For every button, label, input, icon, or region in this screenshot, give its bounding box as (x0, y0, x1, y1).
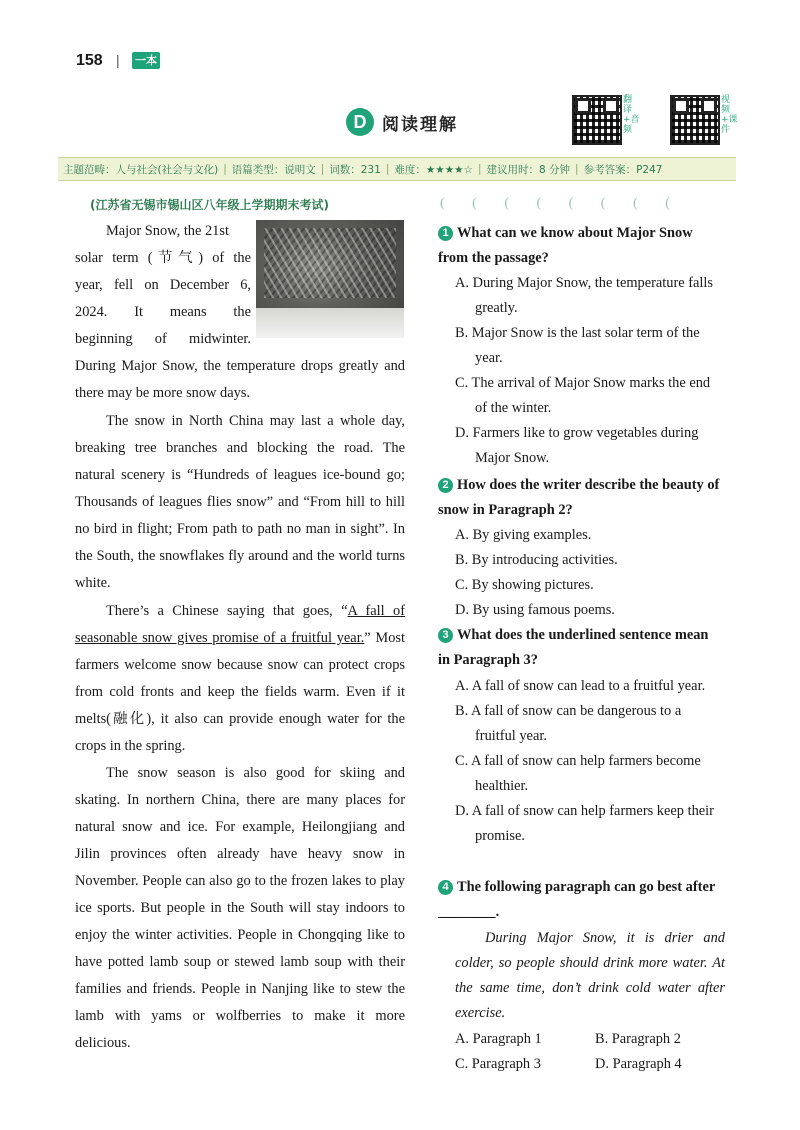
p1-line-1: Major Snow, the 21st (106, 223, 229, 239)
q3-option-d[interactable]: D. A fall of snow can help farmers keep their promise. (455, 803, 714, 844)
info-bar: 主题范畴：人与社会(社会与文化) | 语篇类型：说明文 | 词数：231 | 难度：★★★★☆ | 建议用时：8 分钟 | 参考答案：P247 (58, 157, 736, 181)
info-time: 建议用时：8 分钟 (486, 163, 571, 176)
q2-option-b[interactable]: B. By introducing activities. (455, 552, 618, 568)
q2-option-c[interactable]: C. By showing pictures. (455, 577, 594, 593)
question-4-options (455, 1027, 725, 1077)
info-genre: 语篇类型：说明文 (231, 163, 316, 176)
q4-option-b[interactable]: B. Paragraph 2 (595, 1031, 681, 1047)
question-2-options (455, 523, 725, 623)
p3-before: There’s a Chinese saying that goes, “ (106, 603, 348, 619)
qr-code-video-icon[interactable] (670, 95, 720, 145)
question-4-extra-paragraph: During Major Snow, it is drier and colder, so people should drink more water. At the same time, don’t drink cold water after exercise. (455, 930, 725, 1021)
paragraph-2: The snow in North China may last a whole day, breaking tree branches and blocking the road. The natural scenery is “Hundreds of leagues ice-bound go; Thousands of leagues flies snow” and “From hill to hill no bird in flight; From path to path no man in sight”. In the South, the snowflakes fly around and the world turns white. (75, 413, 405, 591)
q1-option-d[interactable]: D. Farmers like to grow vegetables during Major Snow. (455, 425, 699, 466)
p3-after: ” Most farmers welcome snow because snow can protect crops from cold fronts and keep the fields warm. Even if it melts(融化), it also can provide enough water for the crops in the spring. (75, 630, 406, 754)
section-title (346, 108, 458, 136)
q2-option-a[interactable]: A. By giving examples. (455, 527, 592, 543)
info-answer: 参考答案：P247 (583, 163, 663, 176)
section-heading: 阅读理解 (382, 114, 458, 135)
qr-label-video: 视频+课件 (721, 95, 738, 135)
question-3-stem: 3 What does the underlined sentence mean in Paragraph 3? (438, 627, 709, 668)
info-difficulty: 难度：★★★★☆ (394, 163, 473, 176)
p1-line-4: 2024. It means the (75, 304, 251, 320)
question-3-options (455, 674, 725, 849)
p1-line-3: year, fell on December 6, (75, 277, 251, 293)
info-theme: 主题范畴：人与社会(社会与文化) (63, 163, 219, 176)
info-words: 词数：231 (329, 163, 381, 176)
paragraph-3 (75, 598, 405, 760)
q1-option-c[interactable]: C. The arrival of Major Snow marks the end of the winter. (455, 375, 711, 416)
question-1-stem: 1 What can we know about Major Snow from the passage? (438, 225, 693, 266)
p1-line-2: solar term (节气) of the (75, 250, 251, 266)
q3-option-c[interactable]: C. A fall of snow can help farmers become healthier. (455, 753, 701, 794)
q4-option-d[interactable]: D. Paragraph 4 (595, 1056, 682, 1072)
paragraph-1-rest: During Major Snow, the temperature drops greatly and there may be more snow days. (75, 358, 405, 401)
page-separator: | (116, 52, 120, 68)
question-3-number: 3 (438, 628, 453, 643)
paragraph-1-wrapped (75, 218, 251, 353)
paragraph-4: The snow season is also good for skiing and skating. In northern China, there are many places for natural snow and ice. For example, Heilongjiang and Jilin provinces often already have heavy snow in November. People can also go to the frozen lakes to play ice sports. But people in the South will stay indoors to enjoy the winter activities. People in Chongqing like to have potted lamb soup or stewed lamb soup with their families and friends. People in Nanjing like to stew the lamb with yams or wolfberries to make it more delicious. (75, 765, 405, 1051)
brand-logo: 一本 (132, 52, 160, 69)
q2-option-d[interactable]: D. By using famous poems. (455, 602, 615, 618)
q4-option-c[interactable]: C. Paragraph 3 (455, 1056, 541, 1072)
passage-source: (江苏省无锡市锡山区八年级上学期期末考试) (90, 198, 329, 212)
question-4-stem: 4 The following paragraph can go best after ________. (438, 879, 715, 920)
q3-option-b[interactable]: B. A fall of snow can be dangerous to a fruitful year. (455, 703, 682, 744)
q4-option-a[interactable]: A. Paragraph 1 (455, 1031, 542, 1047)
q1-option-b[interactable]: B. Major Snow is the last solar term of the year. (455, 325, 700, 366)
p1-line-5: beginning of midwinter. (75, 331, 251, 347)
q3-option-a[interactable]: A. A fall of snow can lead to a fruitful year. (455, 678, 706, 694)
qr-label-audio: 翻译+音频 (623, 95, 640, 135)
qr-code-audio-icon[interactable] (572, 95, 622, 145)
question-1-options (455, 271, 725, 471)
question-4-number: 4 (438, 880, 453, 895)
decorative-marks: ( ( ( ( ( ( ( ( (440, 196, 682, 211)
snow-photo (256, 220, 404, 338)
question-2-stem: 2 How does the writer describe the beauty of snow in Paragraph 2? (438, 477, 720, 518)
underlined-sentence: A fall of seasonable snow gives promise of a fruitful year. (75, 603, 405, 646)
question-1-number: 1 (438, 226, 453, 241)
question-2-number: 2 (438, 478, 453, 493)
page-number: 158 (76, 52, 103, 69)
section-badge: D (346, 108, 374, 136)
q1-option-a[interactable]: A. During Major Snow, the temperature falls greatly. (455, 275, 714, 316)
